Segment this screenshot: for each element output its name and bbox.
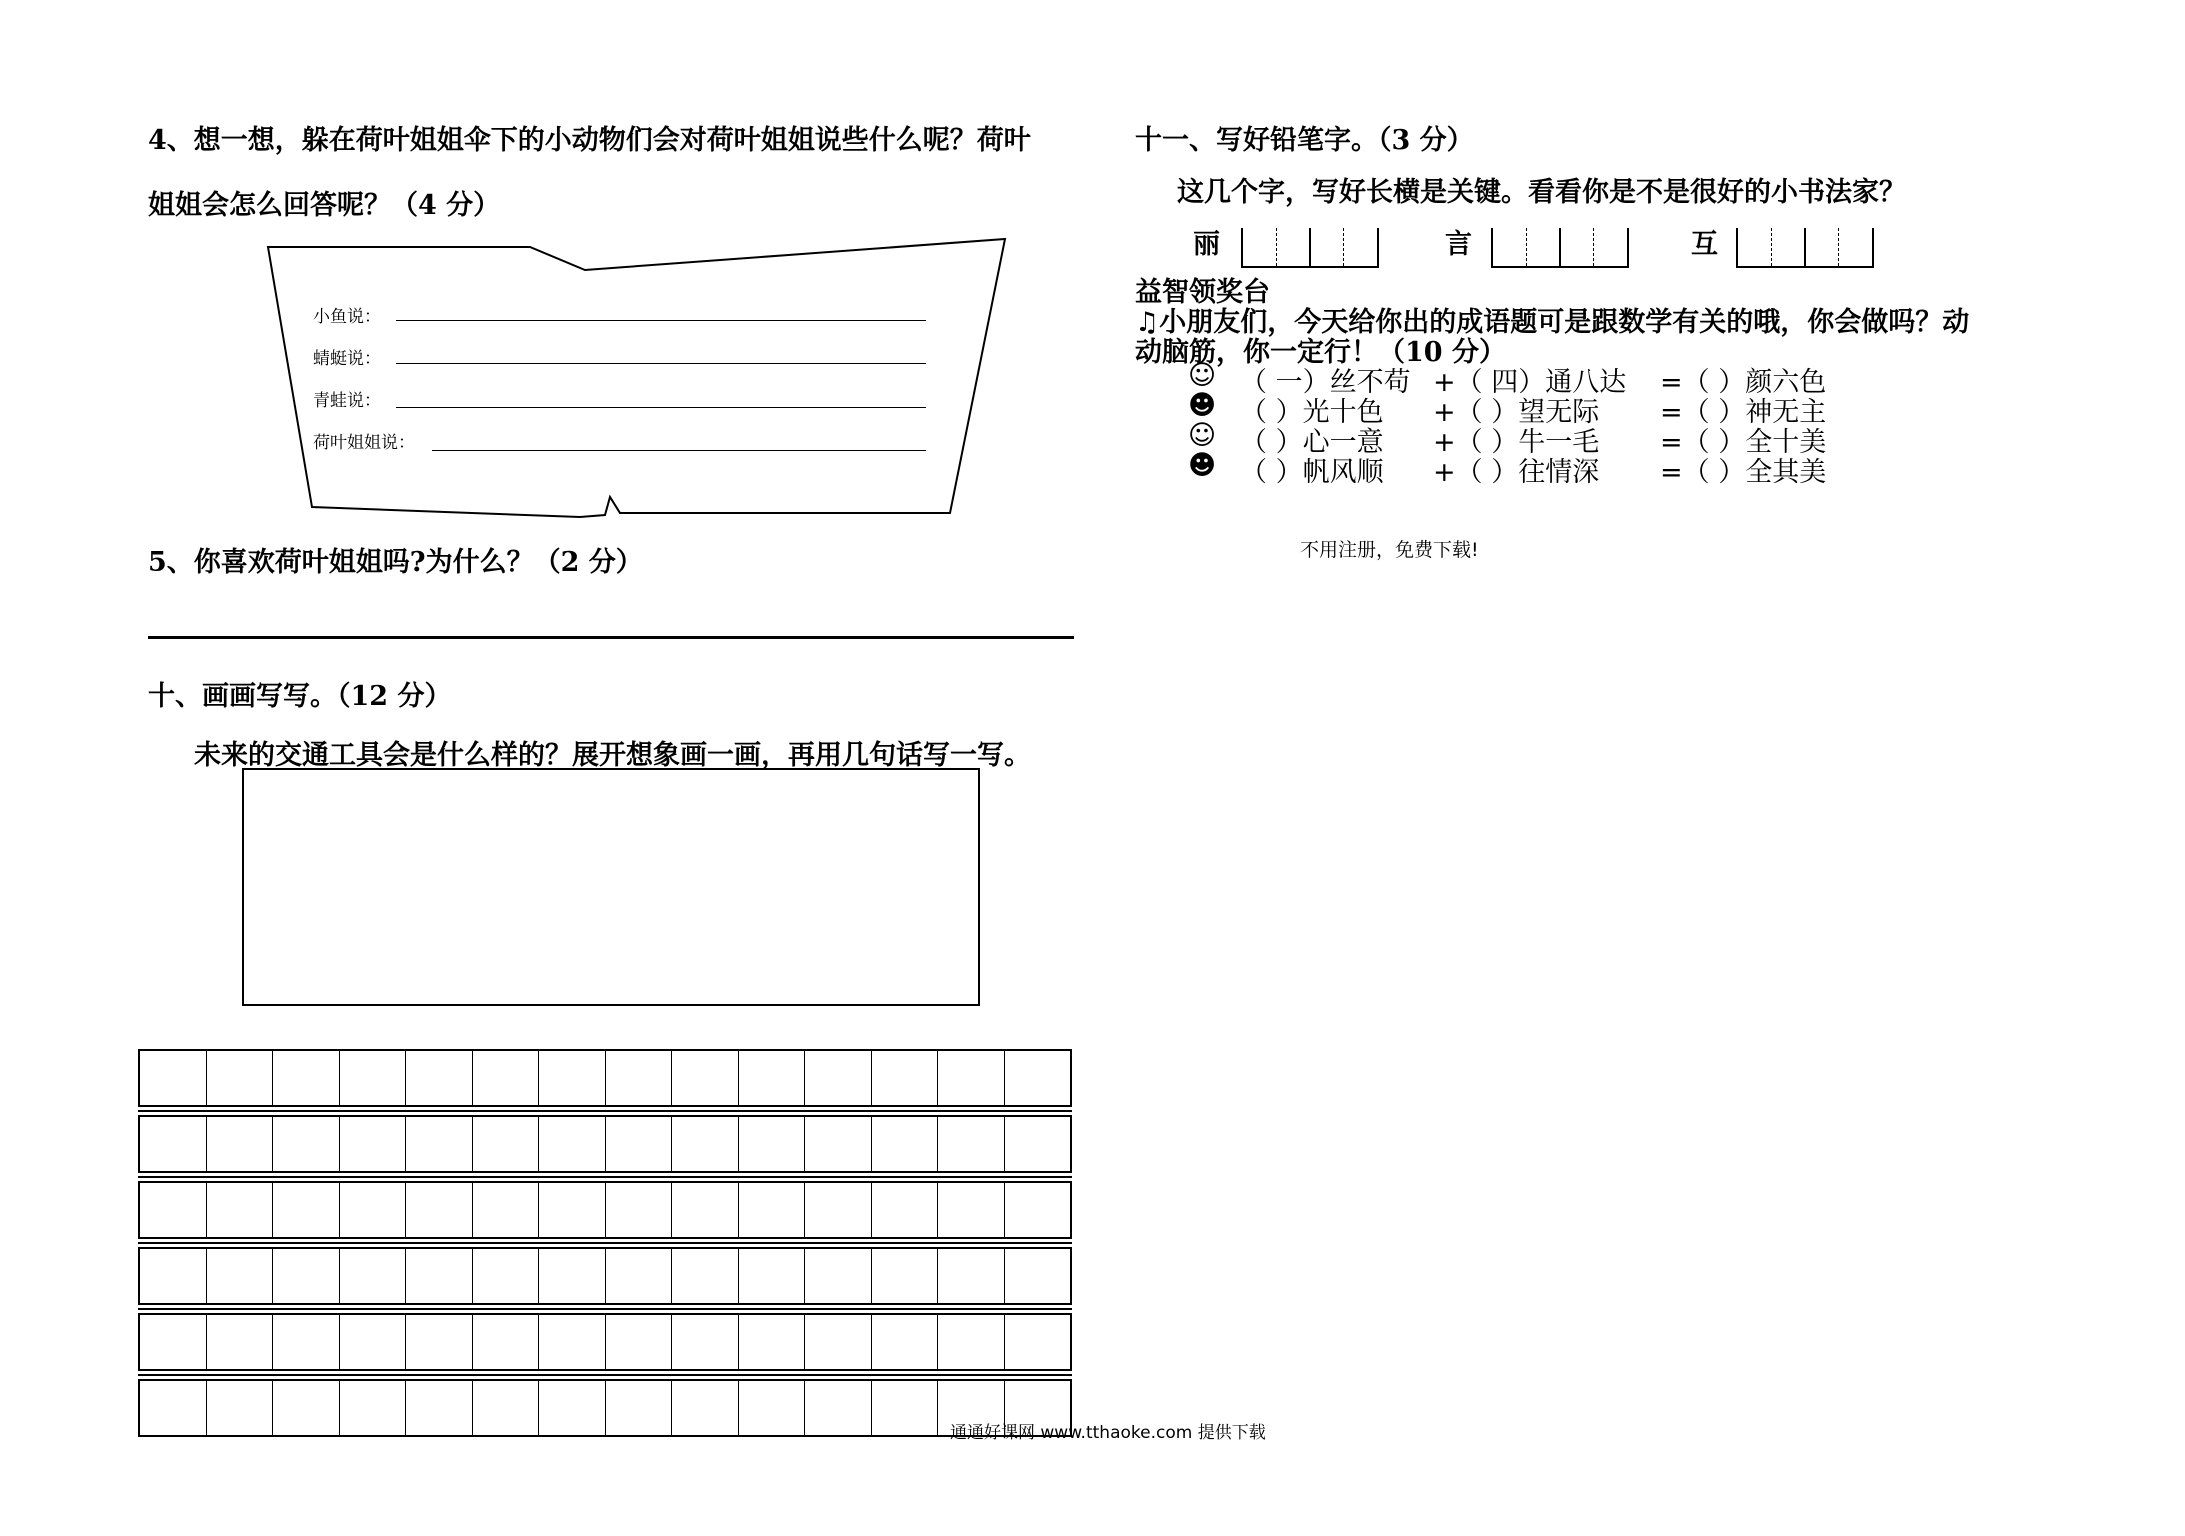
practice-box-yan[interactable] bbox=[1491, 228, 1629, 268]
answer-line-dragonfly[interactable] bbox=[396, 363, 926, 364]
idiom-result[interactable]: =（ ）颜六色 bbox=[1660, 367, 1827, 398]
idiom-a[interactable]: （ ）心一意 bbox=[1240, 427, 1384, 458]
idiom-row bbox=[1188, 420, 1888, 458]
idiom-a[interactable]: （ 一）丝不苟 bbox=[1240, 367, 1411, 398]
practice-box-hu[interactable] bbox=[1736, 228, 1874, 268]
smiley-icon: ☺ bbox=[1188, 360, 1217, 391]
bonus-title: 益智领奖台 bbox=[1135, 277, 1270, 308]
idiom-b[interactable]: +（ ）望无际 bbox=[1433, 397, 1600, 428]
idiom-b[interactable]: +（ ）牛一毛 bbox=[1433, 427, 1600, 458]
question-5: 5、你喜欢荷叶姐姐吗?为什么？（2 分） bbox=[148, 547, 643, 578]
grid-separator bbox=[138, 1374, 1072, 1376]
footer-credit: 通通好课网 www.tthaoke.com 提供下载 bbox=[950, 1423, 1266, 1443]
writing-grid-row[interactable] bbox=[138, 1181, 1072, 1239]
writing-grid-row[interactable] bbox=[138, 1115, 1072, 1173]
idiom-result[interactable]: =（ ）全其美 bbox=[1660, 457, 1827, 488]
drawing-box[interactable] bbox=[242, 768, 980, 1006]
idiom-row bbox=[1188, 450, 1888, 488]
smiley-icon: ☺ bbox=[1188, 420, 1217, 451]
answer-line-q5[interactable] bbox=[148, 636, 1074, 639]
section-10-prompt: 未来的交通工具会是什么样的？展开想象画一画，再用几句话写一写。 bbox=[194, 740, 1031, 771]
idiom-row bbox=[1188, 390, 1888, 428]
practice-box-li[interactable] bbox=[1241, 228, 1379, 268]
speaker-dragonfly: 蜻蜓说： bbox=[313, 349, 381, 369]
smiley-icon: ☻ bbox=[1188, 390, 1217, 421]
practice-char-yan: 言 bbox=[1445, 229, 1472, 260]
speaker-fish: 小鱼说： bbox=[313, 307, 381, 327]
idiom-result[interactable]: =（ ）全十美 bbox=[1660, 427, 1827, 458]
speaker-frog: 青蛙说： bbox=[313, 391, 381, 411]
writing-grid-row[interactable] bbox=[138, 1313, 1072, 1371]
answer-line-frog[interactable] bbox=[396, 407, 926, 408]
writing-grid-row[interactable] bbox=[138, 1247, 1072, 1305]
grid-separator bbox=[138, 1110, 1072, 1112]
speaker-lotus-sister: 荷叶姐姐说： bbox=[313, 433, 415, 453]
free-download-note: 不用注册，免费下载! bbox=[1300, 539, 1479, 561]
grid-separator bbox=[138, 1176, 1072, 1178]
idiom-b[interactable]: +（ ）往情深 bbox=[1433, 457, 1600, 488]
question-4-line2: 姐姐会怎么回答呢？（4 分） bbox=[148, 190, 501, 221]
section-11-title: 十一、写好铅笔字。（3 分） bbox=[1135, 125, 1474, 156]
grid-separator bbox=[138, 1242, 1072, 1244]
section-11-instruction: 这几个字，写好长横是关键。看看你是不是很好的小书法家？ bbox=[1177, 177, 1906, 208]
section-10-title: 十、画画写写。（12 分） bbox=[148, 681, 452, 712]
idiom-a[interactable]: （ ）光十色 bbox=[1240, 397, 1384, 428]
idiom-result[interactable]: =（ ）神无主 bbox=[1660, 397, 1827, 428]
idiom-row bbox=[1188, 360, 1888, 398]
grid-separator bbox=[138, 1308, 1072, 1310]
book-frame bbox=[260, 235, 1010, 525]
writing-grid-row[interactable] bbox=[138, 1379, 1072, 1437]
practice-char-li: 丽 bbox=[1193, 229, 1220, 260]
bonus-intro-line1: ♫小朋友们，今天给你出的成语题可是跟数学有关的哦，你会做吗？动 bbox=[1135, 307, 1970, 338]
question-4-line1: 4、想一想，躲在荷叶姐姐伞下的小动物们会对荷叶姐姐说些什么呢？荷叶 bbox=[148, 125, 1031, 156]
answer-line-fish[interactable] bbox=[396, 320, 926, 321]
bonus-intro-line2: 动脑筋，你一定行！（10 分） bbox=[1135, 337, 1506, 368]
smiley-icon: ☻ bbox=[1188, 450, 1217, 481]
idiom-b[interactable]: +（ 四）通八达 bbox=[1433, 367, 1627, 398]
answer-line-lotus-sister[interactable] bbox=[432, 450, 926, 451]
practice-char-hu: 互 bbox=[1691, 229, 1718, 260]
writing-grid-row[interactable] bbox=[138, 1049, 1072, 1107]
idiom-a[interactable]: （ ）帆风顺 bbox=[1240, 457, 1384, 488]
